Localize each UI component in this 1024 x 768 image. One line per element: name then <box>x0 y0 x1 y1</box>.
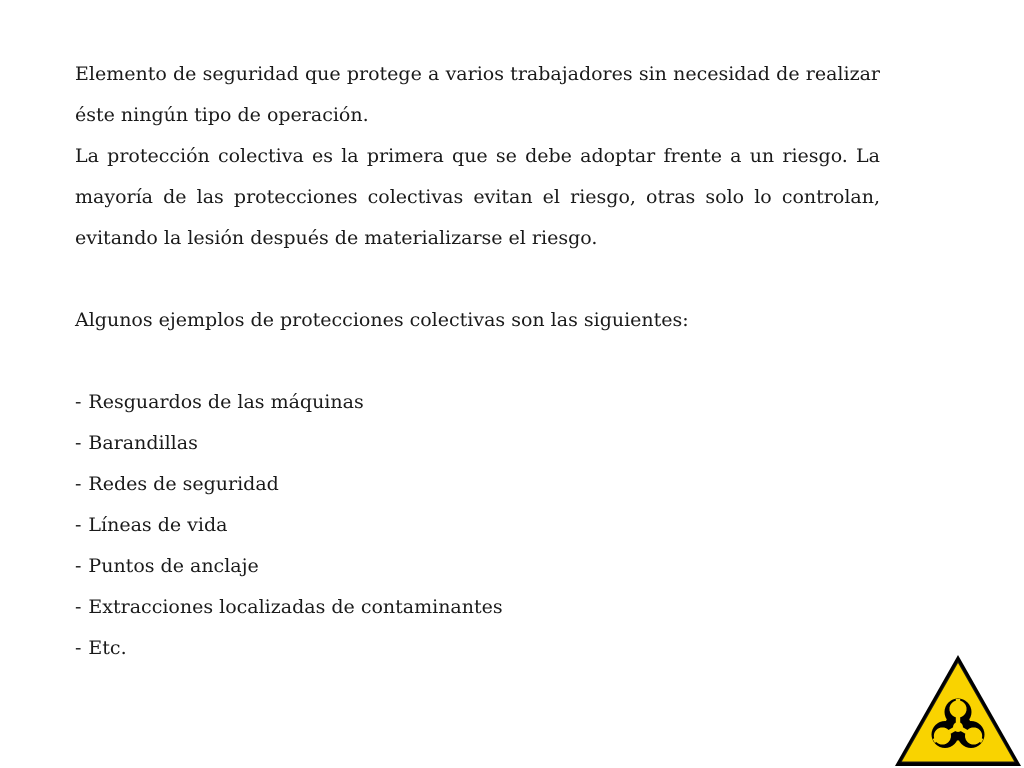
list-item-text: Líneas de vida <box>88 514 228 536</box>
list-intro: Algunos ejemplos de protecciones colectivas son las siguientes: <box>75 309 689 331</box>
list-bullet: - <box>75 596 82 618</box>
list-item <box>75 587 880 628</box>
list-bullet: - <box>75 637 82 659</box>
list-bullet: - <box>75 432 82 454</box>
list-item-text: Barandillas <box>88 432 198 454</box>
priority-paragraph: La protección colectiva es la primera que se debe adoptar frente a un riesgo. La mayoría de las protecciones colectivas evitan el riesgo, otras solo lo controlan, evitando la lesión después de materializarse el riesgo. <box>75 145 880 249</box>
list-item-text: Etc. <box>88 637 127 659</box>
examples-list <box>75 382 880 669</box>
biohazard-warning-icon <box>893 653 1023 768</box>
list-item <box>75 464 880 505</box>
list-item-text: Redes de seguridad <box>88 473 279 495</box>
list-item <box>75 546 880 587</box>
spacer <box>75 259 880 300</box>
list-item-text: Resguardos de las máquinas <box>88 391 364 413</box>
list-item-text: Puntos de anclaje <box>88 555 259 577</box>
list-bullet: - <box>75 555 82 577</box>
list-bullet: - <box>75 514 82 536</box>
definition-paragraph: Elemento de seguridad que protege a varios trabajadores sin necesidad de realizar éste ningún tipo de operación. <box>75 63 880 126</box>
slide-body <box>75 54 880 669</box>
list-item <box>75 382 880 423</box>
list-item-text: Extracciones localizadas de contaminantes <box>88 596 503 618</box>
list-item <box>75 628 880 669</box>
list-bullet: - <box>75 391 82 413</box>
list-item <box>75 505 880 546</box>
list-bullet: - <box>75 473 82 495</box>
spacer <box>75 341 880 382</box>
list-item <box>75 423 880 464</box>
